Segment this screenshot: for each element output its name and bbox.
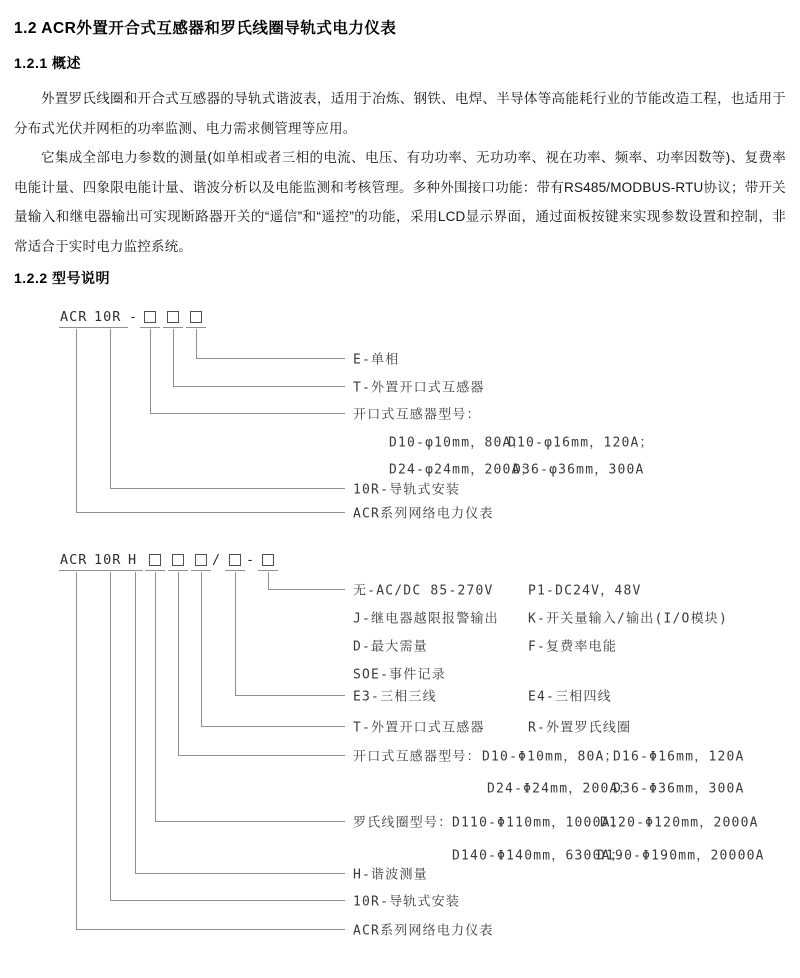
diagram-label: H-谐波测量 bbox=[353, 867, 428, 883]
diagram-label: E4-三相四线 bbox=[528, 689, 612, 705]
connector-vertical-line bbox=[201, 572, 202, 726]
token-underline bbox=[225, 570, 245, 571]
token-underline bbox=[186, 327, 206, 328]
connector-horizontal-line bbox=[76, 929, 345, 930]
model-designation-heading: 1.2.2 型号说明 bbox=[14, 270, 111, 286]
connector-vertical-line bbox=[76, 329, 77, 512]
connector-horizontal-line bbox=[155, 821, 345, 822]
connector-vertical-line bbox=[76, 572, 77, 929]
connector-horizontal-line bbox=[173, 386, 345, 387]
connector-vertical-line bbox=[110, 329, 111, 488]
diagram-label: D24-Φ24mm，200A； bbox=[487, 781, 633, 797]
token-underline bbox=[127, 570, 143, 571]
model-code-box bbox=[144, 311, 156, 323]
connector-vertical-line bbox=[155, 572, 156, 821]
connector-vertical-line bbox=[110, 572, 111, 900]
diagram-label: 10R-导轨式安装 bbox=[353, 894, 461, 910]
model-code-box bbox=[262, 554, 274, 566]
connector-vertical-line bbox=[135, 572, 136, 873]
diagram-label: E3-三相三线 bbox=[353, 689, 437, 705]
diagram-label: D110-Φ110mm，1000A； bbox=[452, 815, 625, 831]
diagram-label: D10-Φ10mm，80A； bbox=[482, 749, 619, 765]
diagram-label: D16-Φ16mm，120A bbox=[613, 749, 745, 765]
diagram-label: T-外置开口式互感器 bbox=[353, 380, 485, 396]
connector-horizontal-line bbox=[110, 488, 345, 489]
model-code-token: H bbox=[128, 552, 138, 568]
model-code-box bbox=[190, 311, 202, 323]
diagram-label: E-单相 bbox=[353, 352, 400, 368]
token-underline bbox=[140, 327, 160, 328]
model-code-box bbox=[167, 311, 179, 323]
diagram-label: D24-φ24mm，200A； bbox=[389, 462, 535, 478]
diagram-label: D10-φ16mm，120A； bbox=[508, 435, 654, 451]
diagram-label: ACR系列网络电力仪表 bbox=[353, 923, 494, 939]
diagram-label: 无-AC/DC 85-270V bbox=[353, 583, 494, 599]
diagram-label: 开口式互感器型号： bbox=[353, 749, 481, 765]
model-code-box bbox=[172, 554, 184, 566]
overview-heading: 1.2.1 概述 bbox=[14, 55, 82, 71]
model-code-token: 10R bbox=[94, 309, 122, 325]
token-underline bbox=[163, 327, 183, 328]
diagram-label: J-继电器越限报警输出 bbox=[353, 611, 499, 627]
connector-horizontal-line bbox=[110, 900, 345, 901]
model-code-token: 10R bbox=[94, 552, 122, 568]
model-code-token: / bbox=[212, 552, 222, 568]
diagram-label: R-外置罗氏线圈 bbox=[528, 720, 632, 736]
connector-vertical-line bbox=[196, 329, 197, 358]
model-code-box bbox=[229, 554, 241, 566]
diagram-label: 10R-导轨式安装 bbox=[353, 482, 461, 498]
token-underline bbox=[59, 327, 94, 328]
token-underline bbox=[168, 570, 188, 571]
diagram-label: 罗氏线圈型号： bbox=[353, 815, 453, 831]
diagram-label: K-开关量输入/输出(I/O模块) bbox=[528, 611, 729, 627]
diagram-label: T-外置开口式互感器 bbox=[353, 720, 485, 736]
overview-paragraph-1: 外置罗氏线圈和开合式互感器的导轨式谐波表，适用于冶炼、钢铁、电焊、半导体等高能耗行业的节能改造工程，也适用于分布式光伏并网柜的功率监测、电力需求侧管理等应用。 bbox=[14, 91, 786, 136]
token-underline bbox=[59, 570, 94, 571]
diagram-label: D10-φ10mm，80A； bbox=[389, 435, 526, 451]
model-code-token: - bbox=[129, 309, 139, 325]
diagram-label: SOE-事件记录 bbox=[353, 667, 446, 683]
diagram-label: ACR系列网络电力仪表 bbox=[353, 506, 494, 522]
diagram-label: F-复费率电能 bbox=[528, 639, 618, 655]
connector-vertical-line bbox=[178, 572, 179, 755]
token-underline bbox=[93, 570, 128, 571]
diagram-label: D36-Φ36mm，300A bbox=[613, 781, 745, 797]
diagram-label: 开口式互感器型号： bbox=[353, 407, 481, 423]
connector-horizontal-line bbox=[235, 695, 345, 696]
diagram-label: D140-Φ140mm，6300A； bbox=[452, 848, 625, 864]
connector-vertical-line bbox=[173, 329, 174, 386]
diagram-label: P1-DC24V，48V bbox=[528, 583, 642, 599]
connector-vertical-line bbox=[150, 329, 151, 413]
section-title: 1.2 ACR外置开合式互感器和罗氏线圈导轨式电力仪表 bbox=[14, 20, 397, 37]
connector-horizontal-line bbox=[178, 755, 345, 756]
token-underline bbox=[191, 570, 211, 571]
model-code-token: ACR bbox=[60, 552, 88, 568]
overview-paragraph-2: 它集成全部电力参数的测量(如单相或者三相的电流、电压、有功功率、无功功率、视在功率、频率、功率因数等)、复费率电能计量、四象限电能计量、谐波分析以及电能监测和考核管理。多种外围接口功能：带有RS485/MODBUS-RTU协议；带开关量输入和继电器输出可实现断路器开关的“遥信”和“遥控”的功能，采用LCD显示界面，通过面板按键来实现参数设置和控制，非常适合于实时电力监控系统。 bbox=[14, 150, 786, 254]
model-code-token: ACR bbox=[60, 309, 88, 325]
model-code-box bbox=[195, 554, 207, 566]
connector-horizontal-line bbox=[135, 873, 345, 874]
connector-vertical-line bbox=[235, 572, 236, 695]
token-underline bbox=[93, 327, 128, 328]
token-underline bbox=[258, 570, 278, 571]
diagram-label: D190-Φ190mm，20000A bbox=[597, 848, 765, 864]
connector-horizontal-line bbox=[76, 512, 345, 513]
connector-horizontal-line bbox=[196, 358, 345, 359]
model-code-box bbox=[149, 554, 161, 566]
token-underline bbox=[145, 570, 165, 571]
diagram-label: D120-Φ120mm，2000A bbox=[600, 815, 759, 831]
diagram-label: D-最大需量 bbox=[353, 639, 428, 655]
connector-vertical-line bbox=[268, 572, 269, 589]
diagram-label: D36-φ36mm，300A bbox=[513, 462, 645, 478]
connector-horizontal-line bbox=[150, 413, 345, 414]
connector-horizontal-line bbox=[268, 589, 345, 590]
model-code-token: - bbox=[246, 552, 256, 568]
connector-horizontal-line bbox=[201, 726, 345, 727]
